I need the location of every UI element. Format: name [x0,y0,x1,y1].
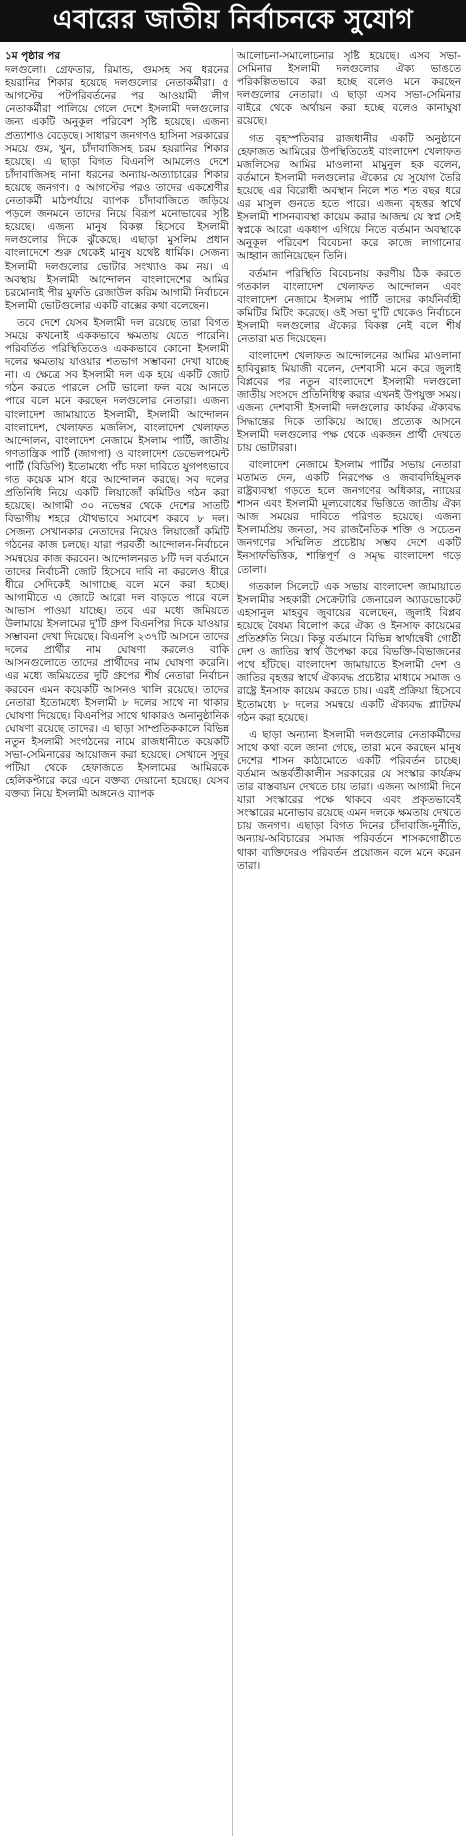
article-paragraph: বাংলাদেশ খেলাফত আন্দোলনের আমির মাওলানা হাবিবুল্লাহ মিয়াজী বলেন, দেশবাসী মনে করে জুলাই বিপ্লবের পর নতুন বাংলাদেশে ইসলামী দলগুলো জাতীয় সংসদে প্রতিনিধিত্ব করার এখনই উপযুক্ত সময়। এজন্য দেশবাসী ইসলামী দলগুলোর কার্যকর ঐক্যবদ্ধ সিদ্ধান্তের দিকে তাকিয়ে আছে। প্রত্যেক আসনে ইসলামী দলগুলোর পক্ষ থেকে একজন প্রার্থী দেখতে চায় ভোটাররা। [237,350,461,454]
article-paragraph: দলগুলো। গ্রেফতার, রিমান্ড, গুমসহ সব ধরনের হয়রানির শিকার হয়েছে দলগুলোর নেতাকর্মীরা। ৫ আগস্টের পটপরিবর্তনের পর আওয়ামী লীগ নেতাকর্মীরা পালিয়ে গেলে দেশে ইসলামী দলগুলোর জন্য একটি অনুকূল পরিবেশ সৃষ্টি হয়েছে। এজন্য প্রত্যাশাও বেড়েছে। সাধারণ জনগণও হাসিনা সরকারের সময়ে গুম, খুন, চাঁদাবাজিসহ চরম হয়রানির শিকার হয়েছে। এ ছাড়া বিগত বিএনপি আমলেও দেশে চাঁদাবাজিসহ নানা ধরনের অন্যায়-অত্যাচারের শিকার হয়েছে জনগণ। ৫ আগস্টের পরও তাদের একশ্রেণীর নেতাকর্মী মাঠপর্যায়ে ব্যাপক চাঁদাবাজিতে জড়িয়ে পড়লে জনমনে তাদের নিয়ে বিরূপ মনোভাবের সৃষ্টি হয়েছে। এজন্য মানুষ বিকল্প হিসেবে ইসলামী দলগুলোর দিকে ঝুঁকেছে। এছাড়া মুসলিম প্রধান বাংলাদেশে শুরু থেকেই মানুষ যথেষ্ট ধার্মিক। সেজন্য ইসলামী দলগুলোর ভোটার সংখ্যাও কম নয়। এ অবস্থায় ইসলামী আন্দোলন বাংলাদেশের আমির চরমোনাই পীর মুফতি রেজাউল করিম আগামী নির্বাচনে ইসলামী ভোটগুলোর একটি বাক্সের কথা বলেছেন। [5,64,229,312]
article-body [0,42,466,1842]
column-divider [232,48,233,1836]
article-paragraph: গতকাল সিলেটে এক সভায় বাংলাদেশ জামায়াতে ইসলামীর সহকারী সেক্রেটারি জেনারেল অ্যাডভোকেট এহসানুল মাহবুব জুবায়ের বলেছেন, জুলাই বিপ্লব হয়েছে বৈষম্য বিলোপ করে ঐক্য ও ইনসাফ কায়েমের প্রতিশ্রুতি নিয়ে। কিন্তু বর্তমানে বিভিন্ন স্বার্থান্বেষী গোষ্ঠী দেশ ও জাতির স্বার্থ উপেক্ষা করে বিভক্তি-বিভাজনের পথে হাঁটছে। বাংলাদেশ জামায়াতে ইসলামী দেশ ও জাতির বৃহত্তর স্বার্থে ঐক্যবদ্ধ প্রচেষ্টার মাধ্যমে সমাজ ও রাষ্ট্রে ইনসাফ কায়েম করতে চায়। এরই প্রক্রিয়া হিসেবে ইতোমধ্যে ৮ দলের সমন্বয়ে একটি ঐক্যবদ্ধ প্ল্যাটফর্ম গঠন করা হয়েছে। [237,580,461,724]
article-paragraph: গত বৃহস্পতিবার রাজধানীর একটি অনুষ্ঠানে হেফাজত আমিরের উপস্থিতিতেই বাংলাদেশ খেলাফত মজলিসের আমির মাওলানা মামুনুল হক বলেন, বর্তমানে ইসলামী দলগুলোর ঐক্যের যে সুযোগ তৈরি হয়েছে এর বিরোধী অবস্থান নিলে শত শত বছর ধরে এর মাসুল গুনতে হতে পারে। এজন্য বৃহত্তর স্বার্থে ইসলামী শাসনব্যবস্থা কায়েম করার আজন্ম যে স্বপ্ন সেই স্বপ্নকে আরো একধাপ এগিয়ে নিতে বর্তমান অবস্থাকে অনুকূল পরিবেশ বিবেচনা করে কাজে লাগানোর আহ্বান জানিয়েছেন তিনি। [237,132,461,263]
continued-from-label: ১ম পৃষ্ঠার পর [5,50,61,62]
headline: এবারের জাতীয় নির্বাচনকে সুযোগ [0,0,466,42]
article-paragraph: আলোচনা-সমালোচনার সৃষ্টি হয়েছে। এসব সভা-সেমিনার ইসলামী দলগুলোর ঐক্য ভাঙতে পরিকল্পিতভাবে করা হচ্ছে বলেও মনে করছেন দলগুলোর নেতারা। এ ছাড়া এসব সভা-সেমিনার বাইরে থেকে অর্থায়ন করা হচ্ছে বলেও কানাঘুষা রয়েছে। [237,50,461,128]
left-column [5,50,229,1842]
article-paragraph: তবে দেশে যেসব ইসলামী দল রয়েছে তারা বিগত সময়ে কখনোই এককভাবে ক্ষমতায় যেতে পারেনি। পরিবর্তিত পরিস্থিতিতেও এককভাবে কোনো ইসলামী দলের ক্ষমতায় যাওয়ার শতভাগ সম্ভাবনা দেখা যাচ্ছে না। এ ক্ষেত্রে সব ইসলামী দল এক হয়ে একটি জোট গঠন করতে পারলে সেটি ভালো ফল বয়ে আনতে পারে বলে মনে করছেন দলগুলোর নেতারা। এজন্য বাংলাদেশ জামায়াতে ইসলামী, ইসলামী আন্দোলন বাংলাদেশ, খেলাফত মজলিস, বাংলাদেশ খেলাফত আন্দোলন, বাংলাদেশ নেজামে ইসলাম পার্টি, জাতীয় গণতান্ত্রিক পার্টি (জাগপা) ও বাংলাদেশ ডেভেলপমেন্ট পার্টি (বিডিপি) ইতোমধ্যে পাঁচ দফা দাবিতে যুগপৎভাবে গত কয়েক মাস ধরে আন্দোলন করছে। সব দলের প্রতিনিধি নিয়ে একটি লিয়াজোঁ কমিটিও গঠন করা হয়েছে। আগামী ৩০ নভেম্বর থেকে দেশের সাতটি বিভাগীয় শহরে যৌথভাবে সমাবেশ করবে ৮ দল। সেজন্য সেখানকার নেতাদের নিয়েও লিয়াজোঁ কমিটি গঠনের কাজ চলছে। যারা পরবর্তী আন্দোলন-নির্বাচনে সমন্বয়ের কাজ করবেন। আন্দোলনরত ৮টি দল বর্তমানে তাদের নির্বাচনী জোট হিসেবে দাবি না করলেও ধীরে ধীরে সেদিকেই আগাচ্ছে বলে মনে করা হচ্ছে। আগামীতে এ জোটে আরো দল বাড়তে পারে বলে আভাস পাওয়া যাচ্ছে। তবে এর মধ্যে জমিয়তে উলামায়ে ইসলামের দু'টি গ্রুপ বিএনপির দিকে যাওয়ার সম্ভাবনা দেখা দিয়েছে। বিএনপি ২৩৭টি আসনে তাদের দলের প্রার্থীর নাম ঘোষণা করলেও বাকি আসনগুলোতে তাদের প্রার্থীদের নাম ঘোষণা করেনি। এর মধ্যে জমিয়তের দুটি গ্রুপের শীর্ষ নেতারা নির্বাচন করবেন এমন কয়েকটি আসনও খালি রয়েছে। তাদের নেতারা ইতোমধ্যে ইসলামী ৮ দলের সাথে না থাকার ঘোষণা দিয়েছে। বিএনপির সাথে থাকারও অনানুষ্ঠানিক ঘোষণা রয়েছে তাদের। এ ছাড়া সাম্প্রতিককালে বিভিন্ন নতুন ইসলামী সংগঠনের নামে রাজধানীতে কয়েকটি সভা-সেমিনারের আয়োজন করা হয়েছে। সেখানে সুদূর পটিয়া থেকে হেফাজতে ইসলামের আমিরকে হেলিকপ্টারে করে এনে বক্তব্য দেয়ানো হয়েছে। যেসব বক্তব্য নিয়ে ইসলামী অঙ্গনেও ব্যাপক [5,316,229,801]
right-column [237,50,461,1842]
article-paragraph: বাংলাদেশ নেজামে ইসলাম পার্টির সভায় নেতারা মতামত দেন, একটি নিরপেক্ষ ও জবাবদিহিমূলক রাষ্ট্রব্যবস্থা গড়তে হলে জনগণের অধিকার, ন্যায়ের শাসন এবং ইসলামী মূল্যবোধের ভিত্তিতে জাতীয় ঐক্য আজ সময়ের দাবিতে পরিণত হয়েছে। এজন্য ইসলামপ্রিয় জনতা, সব রাজনৈতিক শক্তি ও সচেতন জনগণের সম্মিলিত প্রচেষ্টায় সম্ভব দেশে একটি ইনসাফভিত্তিক, শান্তিপূর্ণ ও সমৃদ্ধ বাংলাদেশ গড়ে তোলা। [237,458,461,576]
article-paragraph: এ ছাড়া অন্যান্য ইসলামী দলগুলোর নেতাকর্মীদের সাথে কথা বলে জানা গেছে, তারা মনে করছেন মানুষ দেশের শাসন কাঠামোতে একটি পরিবর্তন চাচ্ছে। বর্তমান অন্তর্বর্তীকালীন সরকারের যে সংস্কার কার্যক্রম তার বাস্তবায়ন দেখতে চায় তারা। এজন্য আগামী দিনে যারা সংস্কারের পক্ষে থাকবে এবং প্রকৃতভাবেই সংস্কারের মনোভাব রয়েছে এমন দলকে ক্ষমতায় দেখতে চায় জনগণ। এছাড়া বিগত দিনের চাঁদাবাজি-দুর্নীতি, অন্যায়-অবিচারের সমাজ পরিবর্তনে শাসকগোষ্ঠীতে থাকা ব্যক্তিদেরও পরিবর্তন প্রয়োজন বলে মনে করেন তারা। [237,728,461,872]
article-paragraph: বর্তমান পরিস্থিতি বিবেচনায় করণীয় ঠিক করতে গতকাল বাংলাদেশ খেলাফত আন্দোলন এবং বাংলাদেশ নেজামে ইসলাম পার্টি তাদের কার্যনির্বাহী কমিটির মিটিং করেছে। ওই সভা দু'টি থেকেও নির্বাচনে ইসলামী দলগুলোর ঐক্যের বিকল্প নেই বলে শীর্ষ নেতারা মত দিয়েছেন। [237,267,461,345]
